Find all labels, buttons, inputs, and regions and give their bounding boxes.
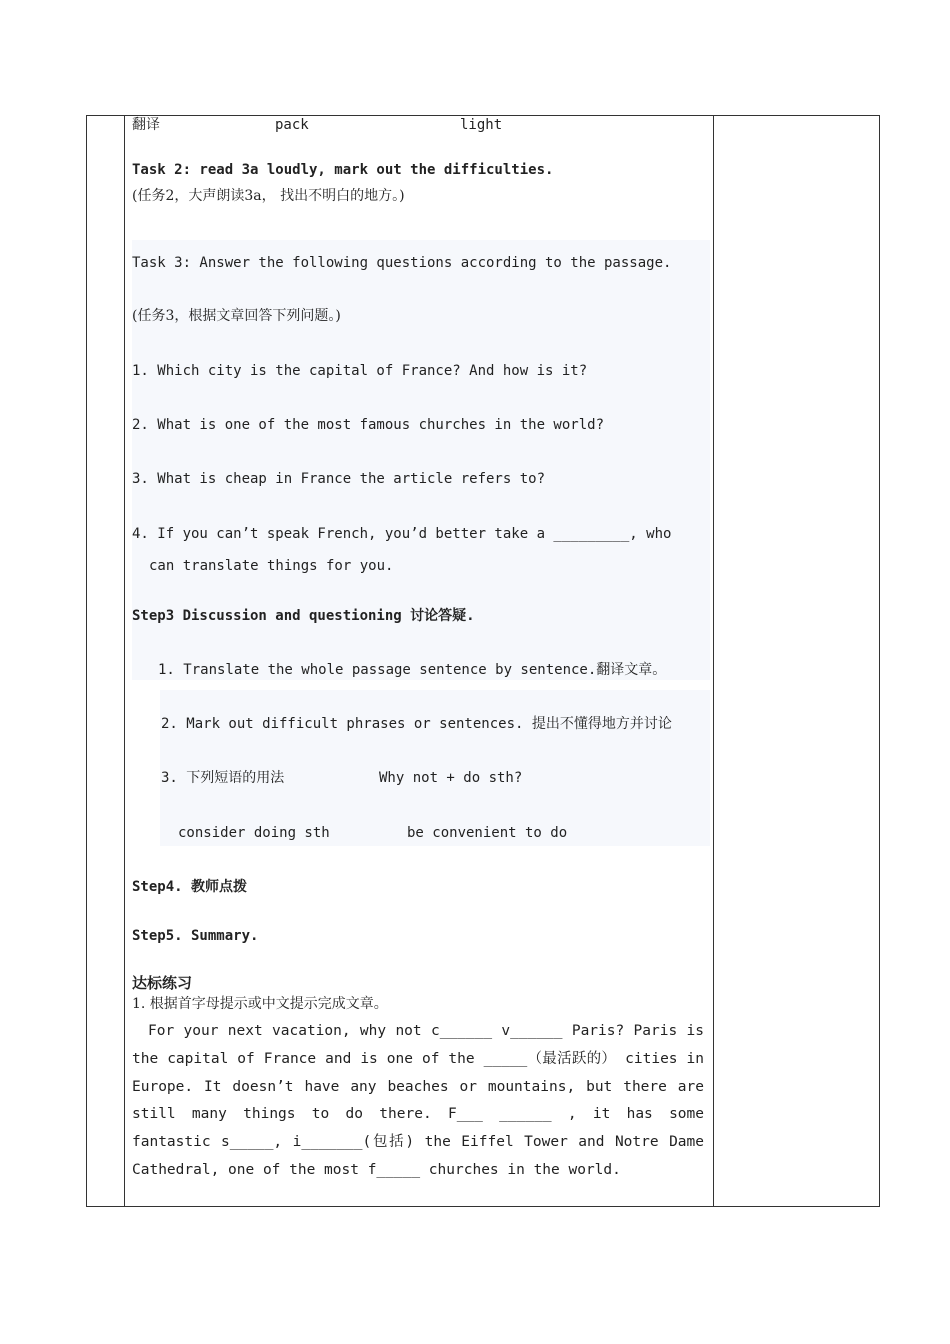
phrase-convenient: be convenient to do	[407, 825, 568, 841]
exercise-instruction: 1. 根据首字母提示或中文提示完成文章。	[132, 996, 388, 1012]
translate-label: 翻译	[132, 117, 160, 133]
task3-subtitle: (任务3，根据文章回答下列问题。)	[132, 308, 341, 324]
question-4: 4. If you can’t speak French, you’d better take a _________, who	[132, 526, 672, 542]
exercise-passage: For your next vacation, why not c______ v______ Paris? Paris is the capital of France and is one of the _____（最活跃的） cities in Europe. It doesn’t have any beaches or mountains, but there are still many things to do there. F___ ______ , it has some fantastic s_____, i_______(包括) the Eiffel Tower and Notre Dame Cathedral, one of the most f_____ churches in the world.	[132, 1023, 704, 1178]
step4-title: Step4. 教师点拨	[132, 879, 248, 895]
phrase-why-not: Why not + do sth?	[379, 770, 523, 786]
step3-item-2: 2. Mark out difficult phrases or sentences. 提出不懂得地方并讨论	[161, 716, 672, 732]
exercise-title: 达标练习	[132, 974, 193, 992]
step3-item-3: 3. 下列短语的用法	[161, 770, 285, 786]
question-2: 2. What is one of the most famous churches in the world?	[132, 417, 605, 433]
task3-title: Task 3: Answer the following questions according to the passage.	[132, 255, 672, 271]
question-4-continued: can translate things for you.	[149, 558, 394, 574]
task2-subtitle: (任务2，大声朗读3a， 找出不明白的地方。)	[132, 188, 405, 204]
phrase-consider: consider doing sth	[178, 825, 330, 841]
step3-title: Step3 Discussion and questioning 讨论答疑.	[132, 608, 475, 624]
shaded-area-bottom	[160, 690, 710, 846]
word-pack: pack	[275, 117, 309, 133]
left-column-divider	[124, 116, 125, 1206]
task2-title: Task 2: read 3a loudly, mark out the difficulties.	[132, 162, 554, 178]
question-3: 3. What is cheap in France the article refers to?	[132, 471, 546, 487]
step3-item-1: 1. Translate the whole passage sentence by sentence.翻译文章。	[158, 662, 667, 678]
right-column-divider	[713, 116, 714, 1206]
word-light: light	[460, 117, 503, 133]
question-1: 1. Which city is the capital of France? And how is it?	[132, 363, 588, 379]
step5-title: Step5. Summary.	[132, 928, 259, 944]
